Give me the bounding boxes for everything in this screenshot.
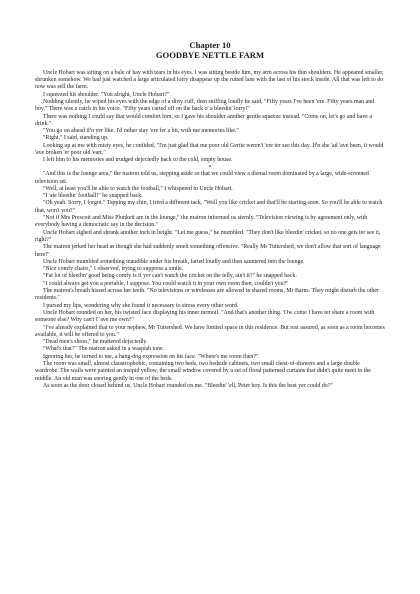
paragraph: "Not if Mrs Prescott and Miss Plunkett are in the lounge," the matron informed us sternly. "Television viewing is by agreement only, with everybody having a democratic say in the decision." [35,215,368,229]
paragraph: I pursed my lips, wondering why she found it necessary to stress every other word. [43,302,239,309]
paragraph: "And this is the lounge area," the matron told us, stepping aside so that we could view a dismal room dominated by a large, wide-screened television set. [35,171,369,185]
paragraph: Uncle Hobart sighed and shrank another inch in height. "Let me guess," he mumbled. "They don't like bleedin' cricket, so no one gets ter see it, right?" [35,229,381,243]
paragraph: "I 'ate bleedin' football!" he snapped back. [43,193,143,200]
chapter-title: GOODBYE NETTLE FARM [155,50,265,61]
paragraph: Ignoring her, he turned to me, a hang-dog expression on his face. "Where's me room then?" [43,353,259,360]
paragraph: The matron jerked her head as though she had suddenly smelt something offensive. "Really Mr Tuttershed, we don't allow that sort of language here!" [35,244,381,258]
paragraph: I left him to his memories and trudged dejectedly back to the cold, empty house. [43,157,233,164]
paragraph: Uncle Hobart was sitting on a bale of hay with tears in his eyes. I was sitting beside him, my arm across his thin shoulders. He appeared smaller, shrunken somehow. We had just watched a large articulated lorry disappear up the rutted lane with the last of his stock inside. All that was left to do now was sell the farm. [35,69,384,91]
paragraph: As soon as the door closed behind us, Uncle Hobart rounded on me. "Bleedin' 'ell, Peter boy. Is this the best yer could do?" [43,382,333,389]
paragraph: I squeezed his shoulder. "You alright, Uncle Hobart?" [43,91,170,98]
paragraph: "Dead men's shoes," he muttered dejectedly. [43,339,148,346]
paragraph: There was nothing I could say that would comfort him, so I gave his shoulder another gentle squeeze instead. "Come on, let's go and have a drink." [35,113,373,127]
paragraph: "I could always get you a portable, I suppose. You could watch it in your own room then, couldn't you?" [43,280,289,287]
chapter-body [35,70,385,390]
paragraph: Nodding silently, he wiped his eyes with the edge of a dirty cuff, then sniffing loudly he said, "Fifty years I've been 'ere. Fifty years man and boy." There was a catch in his voice. "Fifty years carted off on the back o' a bleedin' lorry!" [35,99,375,113]
paragraph: Uncle Hobart rounded on her, his twisted face displaying his inner turmoil. "And that's another thing. 'Ow come I have ter share a room with someone else? Why can't I 'ave me own?" [35,309,375,324]
chapter-number: Chapter 10 [189,40,231,50]
scene-break: * [208,164,212,171]
paragraph: "Well, at least you'll be able to watch the football," I whispered to Uncle Hobart. [43,185,233,192]
paragraph: "Nice comfy chairs," I observed, trying to suppress a smile. [43,266,184,273]
paragraph: "Oh yeah. Sorry, I forgot." Tapping my chin, I tried a different tack. "Well you like cricket and that'll be starting soon. So you'll be able to watch that, won't you?" [35,200,383,214]
paragraph: "I've already explained that to your nephew, Mr Tuttershed. We have limited space in this residence. But rest assured, as soon as a room becomes available, it will be offered to you." [35,324,385,338]
paragraph: The room was small, almost claustrophobic, containing two beds, two bedside cabinets, two small chest-of-drawers and a large double wardrobe. The walls were painted an insipid yellow, the small window covered by a set of floral patterned curtains that didn't quite meet in the middle. An old man was snoring gently in one of the beds. [35,360,371,382]
paragraph: Looking up at me with misty eyes, he confided, "I'm just glad that me poor old Gertie weren't 'ere ter see this day. If'n she 'ad 'ave been, it would 'ave broken 'er poor old 'eart." [35,142,384,157]
paragraph: "You go on ahead if'n yer like. I'd rather stay 'ere fer a bit, with me memories like." [43,128,239,135]
paragraph: "Right," I said, standing up. [43,135,109,142]
paragraph: Uncle Hobart mumbled something inaudible under his breath, farted loudly and then sauntered into the lounge. [43,258,305,265]
paragraph: "What's that?" The matron asked in a waspish tone. [43,346,165,353]
paragraph: The matron's breath hissed across her teeth. "No televisions or wirelesses are allowed in shared rooms, Mr Barns. They might disturb the other residents." [35,288,379,302]
paragraph: "Fat lot of bleedin' good being comfy is if yer can't watch the cricket on the telly, ain't it?" he snapped back. [43,273,297,280]
